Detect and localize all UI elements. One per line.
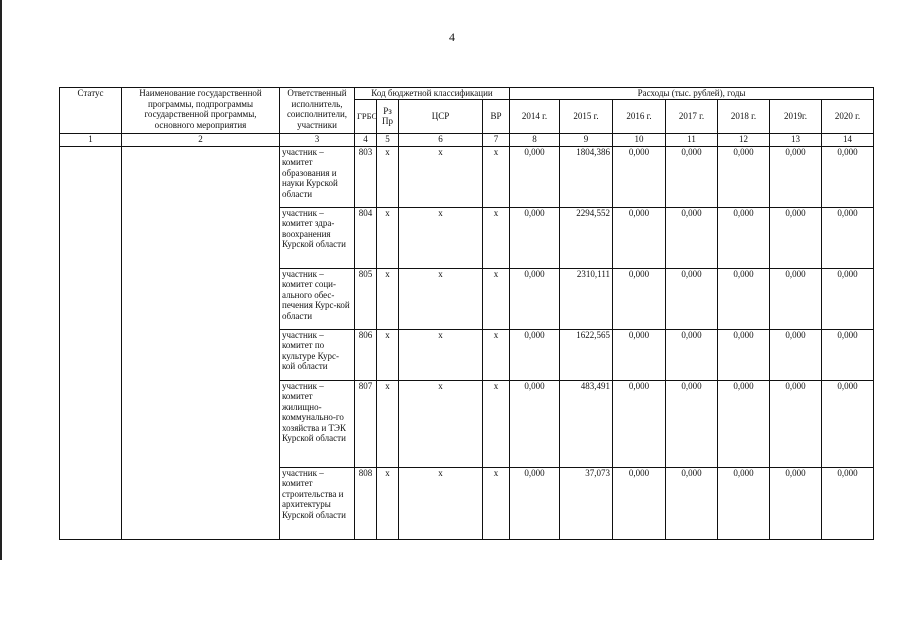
grbs-cell: 805 bbox=[355, 268, 377, 329]
value-cell: 0,000 bbox=[666, 329, 718, 380]
value-cell: 0,000 bbox=[822, 268, 874, 329]
header-year: 2018 г. bbox=[718, 99, 770, 133]
value-cell: 0,000 bbox=[613, 268, 666, 329]
participant-cell: участник – комитет здра-воохранения Курской области bbox=[280, 207, 355, 268]
csr-cell: х bbox=[399, 329, 483, 380]
column-number: 5 bbox=[377, 133, 399, 146]
column-number: 10 bbox=[613, 133, 666, 146]
value-cell: 1622,565 bbox=[560, 329, 613, 380]
value-cell: 0,000 bbox=[510, 268, 560, 329]
vr-cell: х bbox=[483, 207, 510, 268]
value-cell: 0,000 bbox=[510, 207, 560, 268]
page-number: 4 bbox=[449, 30, 455, 44]
column-number: 1 bbox=[60, 133, 122, 146]
header-executor: Ответственный исполнитель, соисполнители, участники bbox=[280, 88, 355, 134]
value-cell: 0,000 bbox=[718, 329, 770, 380]
header-year: 2014 г. bbox=[510, 99, 560, 133]
value-cell: 2294,552 bbox=[560, 207, 613, 268]
header-year: 2017 г. bbox=[666, 99, 718, 133]
rzpr-cell: х bbox=[377, 207, 399, 268]
value-cell: 0,000 bbox=[770, 380, 822, 467]
participant-cell: участник – комитет строительства и архитектуры Курской области bbox=[280, 467, 355, 539]
value-cell: 0,000 bbox=[613, 380, 666, 467]
value-cell: 0,000 bbox=[822, 329, 874, 380]
column-number: 3 bbox=[280, 133, 355, 146]
header-grbs: ГРБС bbox=[355, 99, 377, 133]
column-number: 8 bbox=[510, 133, 560, 146]
grbs-cell: 803 bbox=[355, 146, 377, 207]
header-csr: ЦСР bbox=[399, 99, 483, 133]
value-cell: 0,000 bbox=[666, 207, 718, 268]
rzpr-cell: х bbox=[377, 146, 399, 207]
column-number: 9 bbox=[560, 133, 613, 146]
value-cell: 483,491 bbox=[560, 380, 613, 467]
column-number-row bbox=[60, 133, 874, 146]
value-cell: 0,000 bbox=[613, 207, 666, 268]
column-number: 7 bbox=[483, 133, 510, 146]
value-cell: 0,000 bbox=[666, 146, 718, 207]
csr-cell: х bbox=[399, 207, 483, 268]
value-cell: 0,000 bbox=[510, 380, 560, 467]
vr-cell: х bbox=[483, 268, 510, 329]
header-budget-code: Код бюджетной классификации bbox=[355, 88, 510, 100]
left-margin-rule bbox=[0, 0, 2, 560]
table-row bbox=[60, 146, 874, 207]
vr-cell: х bbox=[483, 467, 510, 539]
vr-cell: х bbox=[483, 146, 510, 207]
value-cell: 0,000 bbox=[770, 268, 822, 329]
header-year: 2020 г. bbox=[822, 99, 874, 133]
rzpr-cell: х bbox=[377, 329, 399, 380]
csr-cell: х bbox=[399, 146, 483, 207]
value-cell: 0,000 bbox=[718, 207, 770, 268]
value-cell: 0,000 bbox=[822, 207, 874, 268]
header-vr: ВР bbox=[483, 99, 510, 133]
csr-cell: х bbox=[399, 467, 483, 539]
value-cell: 0,000 bbox=[822, 146, 874, 207]
value-cell: 2310,111 bbox=[560, 268, 613, 329]
rzpr-cell: х bbox=[377, 467, 399, 539]
column-number: 2 bbox=[122, 133, 280, 146]
value-cell: 0,000 bbox=[718, 467, 770, 539]
header-program-name: Наименование государственной программы, подпрограммы государственной программы, основного мероприятия bbox=[122, 88, 280, 134]
vr-cell: х bbox=[483, 380, 510, 467]
value-cell: 0,000 bbox=[510, 329, 560, 380]
value-cell: 0,000 bbox=[510, 146, 560, 207]
value-cell: 0,000 bbox=[770, 467, 822, 539]
csr-cell: х bbox=[399, 268, 483, 329]
value-cell: 0,000 bbox=[770, 329, 822, 380]
header-row-top bbox=[60, 88, 874, 100]
value-cell: 0,000 bbox=[718, 146, 770, 207]
grbs-cell: 806 bbox=[355, 329, 377, 380]
budget-table bbox=[59, 87, 874, 540]
csr-cell: х bbox=[399, 380, 483, 467]
status-cell bbox=[60, 146, 122, 539]
participant-cell: участник – комитет образования и науки Курской области bbox=[280, 146, 355, 207]
rzpr-cell: х bbox=[377, 268, 399, 329]
value-cell: 0,000 bbox=[613, 146, 666, 207]
value-cell: 0,000 bbox=[770, 207, 822, 268]
grbs-cell: 808 bbox=[355, 467, 377, 539]
participant-cell: участник – комитет по культуре Курс-кой области bbox=[280, 329, 355, 380]
vr-cell: х bbox=[483, 329, 510, 380]
column-number: 12 bbox=[718, 133, 770, 146]
column-number: 11 bbox=[666, 133, 718, 146]
participant-cell: участник – комитет соци-ального обес-печения Курс-кой области bbox=[280, 268, 355, 329]
value-cell: 0,000 bbox=[770, 146, 822, 207]
value-cell: 0,000 bbox=[822, 467, 874, 539]
value-cell: 0,000 bbox=[822, 380, 874, 467]
value-cell: 1804,386 bbox=[560, 146, 613, 207]
header-status: Статус bbox=[60, 88, 122, 134]
value-cell: 0,000 bbox=[613, 467, 666, 539]
value-cell: 0,000 bbox=[666, 268, 718, 329]
value-cell: 0,000 bbox=[613, 329, 666, 380]
header-expenses: Расходы (тыс. рублей), годы bbox=[510, 88, 874, 100]
value-cell: 0,000 bbox=[510, 467, 560, 539]
column-number: 13 bbox=[770, 133, 822, 146]
value-cell: 0,000 bbox=[718, 380, 770, 467]
header-year: 2019г. bbox=[770, 99, 822, 133]
grbs-cell: 807 bbox=[355, 380, 377, 467]
column-number: 6 bbox=[399, 133, 483, 146]
column-number: 4 bbox=[355, 133, 377, 146]
program-name-cell bbox=[122, 146, 280, 539]
value-cell: 0,000 bbox=[666, 380, 718, 467]
grbs-cell: 804 bbox=[355, 207, 377, 268]
header-year: 2015 г. bbox=[560, 99, 613, 133]
header-year: 2016 г. bbox=[613, 99, 666, 133]
value-cell: 0,000 bbox=[666, 467, 718, 539]
header-rzpr: Рз Пр bbox=[377, 99, 399, 133]
rzpr-cell: х bbox=[377, 380, 399, 467]
participant-cell: участник – комитет жилищно-коммунально-го хозяйства и ТЭК Курской области bbox=[280, 380, 355, 467]
value-cell: 37,073 bbox=[560, 467, 613, 539]
value-cell: 0,000 bbox=[718, 268, 770, 329]
column-number: 14 bbox=[822, 133, 874, 146]
